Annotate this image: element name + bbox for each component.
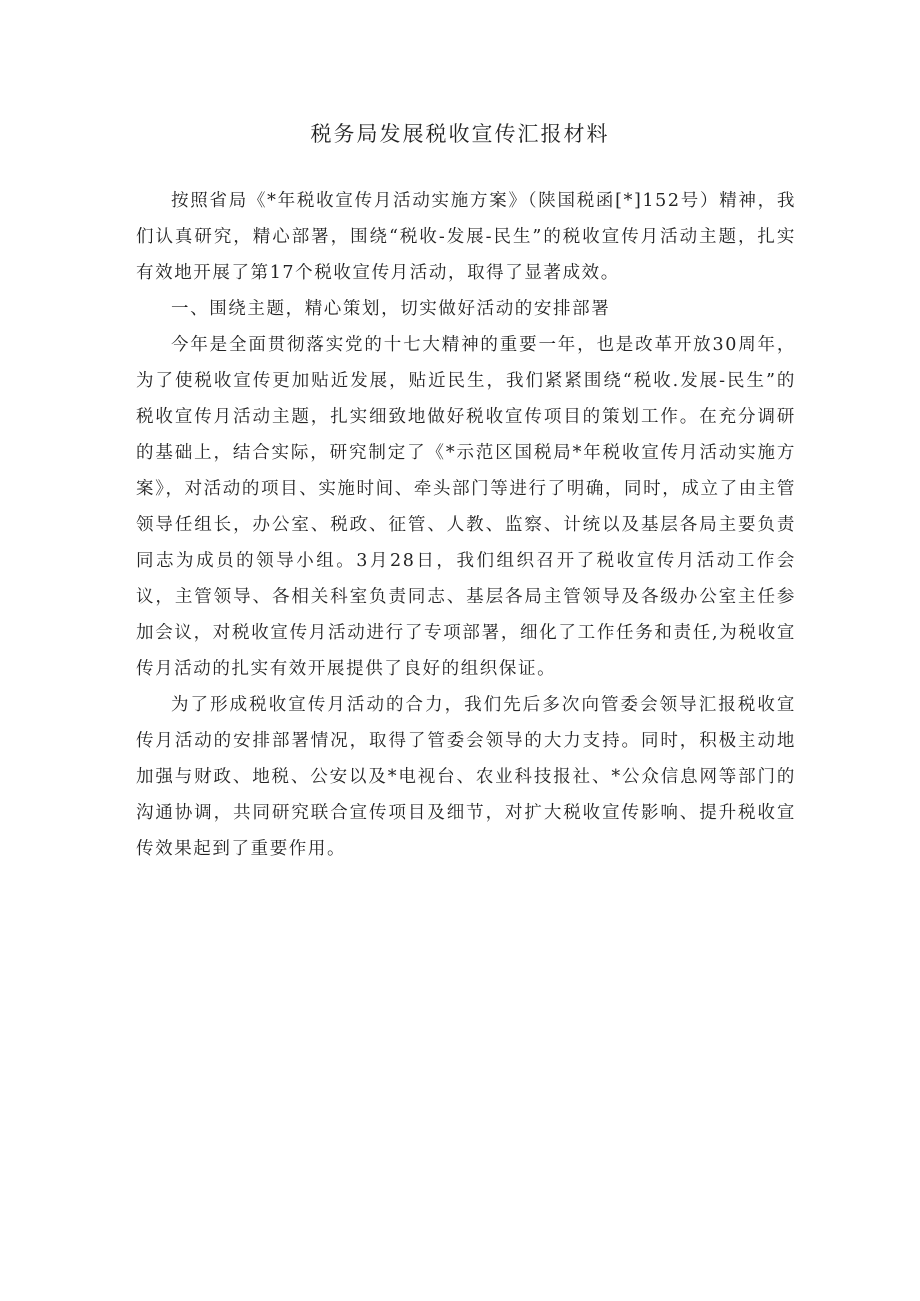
document-title: 税务局发展税收宣传汇报材料 bbox=[310, 122, 610, 146]
document-body bbox=[136, 183, 796, 867]
body-paragraph: 今年是全面贯彻落实党的十七大精神的重要一年，也是改革开放30周年，为了使税收宣传更加贴近发展，贴近民生，我们紧紧围绕“税收.发展-民生”的税收宣传月活动主题，扎实细致地做好税收宣传项目的策划工作。在充分调研的基础上，结合实际，研究制定了《*示范区国税局*年税收宣传月活动实施方案》，对活动的项目、实施时间、牵头部门等进行了明确，同时，成立了由主管领导任组长，办公室、税政、征管、人教、监察、计统以及基层各局主要负责同志为成员的领导小组。3月28日，我们组织召开了税收宣传月活动工作会议，主管领导、各相关科室负责同志、基层各局主管领导及各级办公室主任参加会议，对税收宣传月活动进行了专项部署，细化了工作任务和责任,为税收宣传月活动的扎实有效开展提供了良好的组织保证。 bbox=[136, 335, 796, 679]
intro-paragraph: 按照省局《*年税收宣传月活动实施方案》（陕国税函[*]152号）精神，我们认真研究，精心部署，围绕“税收-发展-民生”的税收宣传月活动主题，扎实有效地开展了第17个税收宣传月活动，取得了显著成效。 bbox=[136, 191, 796, 283]
section-heading: 一、围绕主题，精心策划，切实做好活动的安排部署 bbox=[171, 299, 611, 319]
body-paragraph: 为了形成税收宣传月活动的合力，我们先后多次向管委会领导汇报税收宣传月活动的安排部署情况，取得了管委会领导的大力支持。同时，积极主动地加强与财政、地税、公安以及*电视台、农业科技报社、*公众信息网等部门的沟通协调，共同研究联合宣传项目及细节，对扩大税收宣传影响、提升税收宣传效果起到了重要作用。 bbox=[136, 695, 796, 859]
